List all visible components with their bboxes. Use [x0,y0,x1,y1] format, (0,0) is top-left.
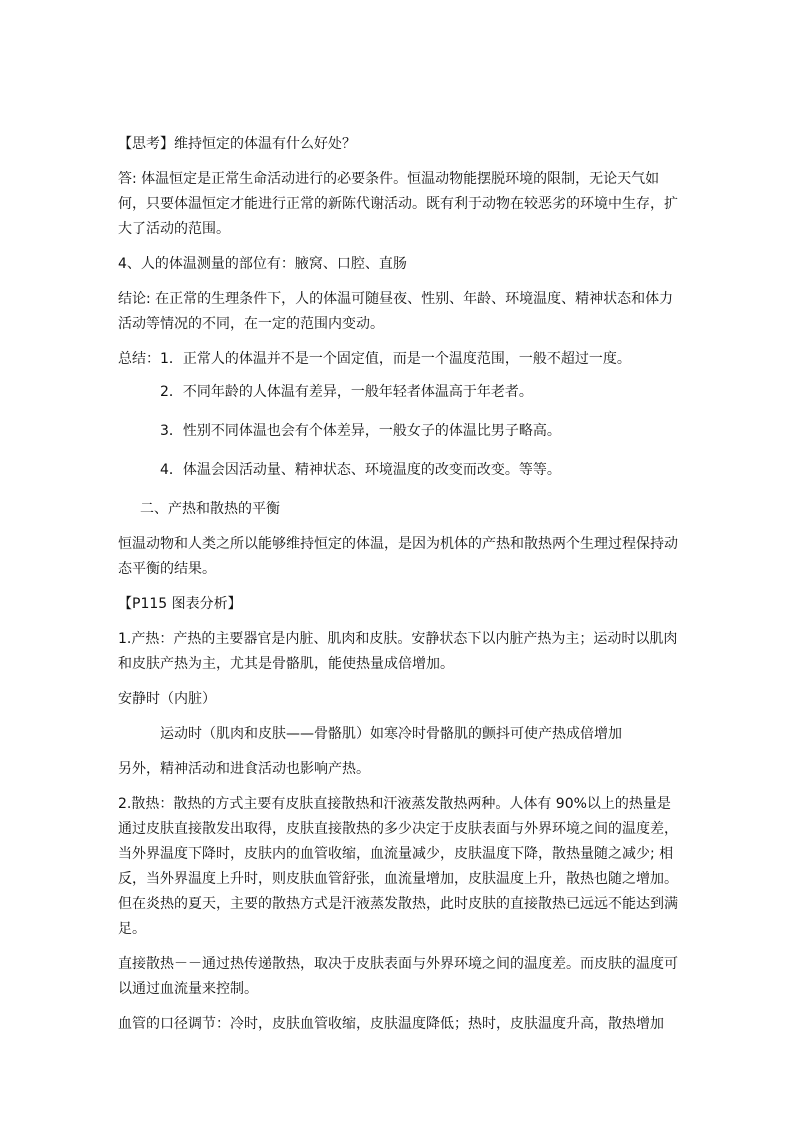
summary-item-1: 总结：1．正常人的体温并不是一个固定值，而是一个温度范围，一般不超过一度。 [118,351,631,367]
heat-dissipation-paragraph: 2.散热：散热的方式主要有皮肤直接散热和汗液蒸发散热两种。人体有 90%以上的热量是通过皮肤直接散发出取得，皮肤直接散热的多少决定于皮肤表面与外界环境之间的温度差，当外界温度下降时，皮肤内的血管收缩，血流量减少，皮肤温度下降，散热量随之减少; 相反，当外界温度上升时，则皮肤血管舒张，血流量增加，皮肤温度上升，散热也随之增加。但在炎热的夏天，主要的散热方式是汗液蒸发散热，此时皮肤的直接散热已远远不能达到满足。 [118,796,678,937]
section-heading: 二、产热和散热的平衡 [140,501,280,517]
summary-prefix: 总结： [118,351,160,367]
direct-dissipation-paragraph: 直接散热－－通过热传递散热，取决于皮肤表面与外界环境之间的温度差。而皮肤的温度可以通过血流量来控制。 [118,956,678,997]
exercise-line: 运动时（肌肉和皮肤——骨骼肌）如寒冷时骨骼肌的颤抖可使产热成倍增加 [160,726,622,742]
summary-block [118,347,684,483]
summary-item-4: 4．体温会因活动量、精神状态、环境温度的改变而改变。等等。 [160,462,561,478]
balance-paragraph: 恒温动物和人类之所以能够维持恒定的体温，是因为机体的产热和散热两个生理过程保持动态平衡的结果。 [118,536,678,577]
document-body [118,132,684,1047]
also-line: 另外，精神活动和进食活动也影响产热。 [118,761,370,777]
summary-item-3: 3．性别不同体温也会有个体差异，一般女子的体温比男子略高。 [160,423,561,439]
answer-paragraph: 答: 体温恒定是正常生命活动进行的必要条件。恒温动物能摆脱环境的限制，无论天气如何，只要体温恒定才能进行正常的新陈代谢活动。既有利于动物在较恶劣的环境中生存，扩大了活动的范围。 [118,171,678,237]
measurement-sites: 4、人的体温测量的部位有：腋窝、口腔、直肠 [118,256,407,272]
rest-line: 安静时（内脏） [118,691,216,707]
think-question: 【思考】维持恒定的体温有什么好处？ [118,136,356,152]
vessel-regulation-line: 血管的口径调节：冷时，皮肤血管收缩，皮肤温度降低；热时，皮肤温度升高，散热增加 [118,1016,664,1032]
conclusion-paragraph: 结论: 在正常的生理条件下，人的体温可随昼夜、性别、年龄、环境温度、精神状态和体力活动等情况的不同，在一定的范围内变动。 [118,291,674,332]
chart-analysis-heading: 【P115 图表分析】 [118,596,242,612]
summary-item-2: 2．不同年龄的人体温有差异，一般年轻者体温高于年老者。 [160,384,533,400]
heat-production-paragraph: 1.产热：产热的主要器官是内脏、肌肉和皮肤。安静状态下以内脏产热为主；运动时以肌肉和皮肤产热为主，尤其是骨骼肌，能使热量成倍增加。 [118,631,678,672]
